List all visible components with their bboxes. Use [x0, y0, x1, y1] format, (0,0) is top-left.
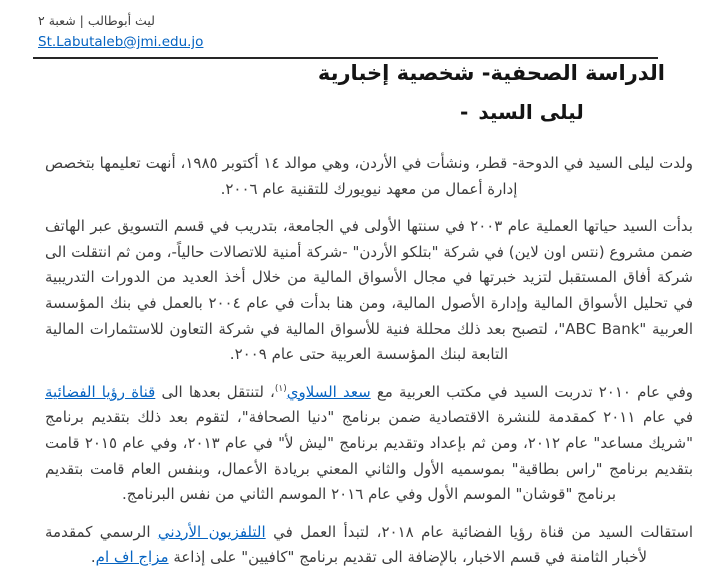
hyperlink[interactable]: سعد السلاوي [286, 382, 371, 401]
subtitle-name: ليلى السيد [478, 100, 584, 124]
text-run: . [90, 548, 96, 567]
header-divider [33, 57, 658, 59]
hyperlink[interactable]: قناة رؤيا الفضائية [45, 382, 156, 401]
page-title: الدراسة الصحفية- شخصية إخبارية [317, 61, 665, 85]
email-link[interactable]: St.Labutaleb@jmi.edu.jo [38, 34, 204, 50]
hyperlink[interactable]: مزاج اف ام [95, 548, 169, 567]
text-run: وفي عام ٢٠١٠ تدربت السيد في مكتب العربية مع [370, 382, 694, 401]
paragraph-early-career [45, 214, 693, 368]
paragraph-media-career [45, 380, 693, 508]
text-run: استقالت السيد من قناة رؤيا الفضائية عام ٢٠١٨، لتبدأ العمل في [265, 522, 693, 541]
text-run: بدأت السيد حياتها العملية عام ٢٠٠٣ في سنتها الأولى في الجامعة، بتدريب في قسم التسويق عبر الهاتف ضمن مشروع (نتس اون لاين) في شركة "بتلكو الأردن" -شركة أمنية للاتصالات حالياً-، ومن ثم انتقلت الى شركة أفاق المستقبل لتزيد خبرتها في مجال الأسواق المالية من خلال أخذ العديد من الدورات التدريبية في تحليل الأسواق المالية وإدارة الأصول المالية، ومن هنا بدأت في عام ٢٠٠٤ بالعمل في بنك المؤسسة العربية "ABC Bank"، لتصبح بعد ذلك محللة فنية للأسواق المالية في شركة التعاون للاستثمارات المالية التابعة لبنك المؤسسة العربية حتى عام ٢٠٠٩. [45, 217, 694, 364]
hyperlink[interactable]: التلفزيون الأردني [157, 522, 266, 541]
footnote-ref[interactable]: (١) [274, 383, 287, 394]
page-subtitle [460, 100, 584, 124]
document-body [45, 151, 693, 570]
text-run: الرسمي كمقدمة لأخبار الثامنة في قسم الاخبار، بالإضافة الى تقديم برنامج "كافيين" على إذاعة [45, 522, 648, 567]
paragraph-resignation [45, 520, 693, 570]
paragraph-birth-education [45, 151, 693, 202]
text-run: ولدت ليلى السيد في الدوحة- قطر، ونشأت في الأردن، وهي موالد ١٤ أكتوبر ١٩٨٥، أنهت تعليمها بتخصص إدارة أعمال من معهد نيويورك للتقنية عام ٢٠٠٦. [45, 154, 693, 198]
header-author-line: ليث أبوطالب | شعبة ٢ [38, 13, 155, 28]
text-run: ، لتنتقل بعدها الى [155, 382, 275, 401]
subtitle-dash: - [460, 100, 469, 124]
text-run: في عام ٢٠١١ كمقدمة للنشرة الاقتصادية ضمن برنامج "دنيا الصحافة"، لتقوم بعد ذلك بتقديم برنامج "شريك مساعد" عام ٢٠١٢، ومن ثم بإعداد وتقديم برنامج "ليش لأ" في عام ٢٠١٣، وفي عام ٢٠١٥ قامت بتقديم برنامج "راس بطاقية" بموسميه الأول والثاني المعني بريادة الأعمال، وبنفس العام قامت بتقديم برنامج "قوشان" الموسم الأول وفي عام ٢٠١٦ الموسم الثاني من نفس البرنامج. [45, 408, 693, 504]
